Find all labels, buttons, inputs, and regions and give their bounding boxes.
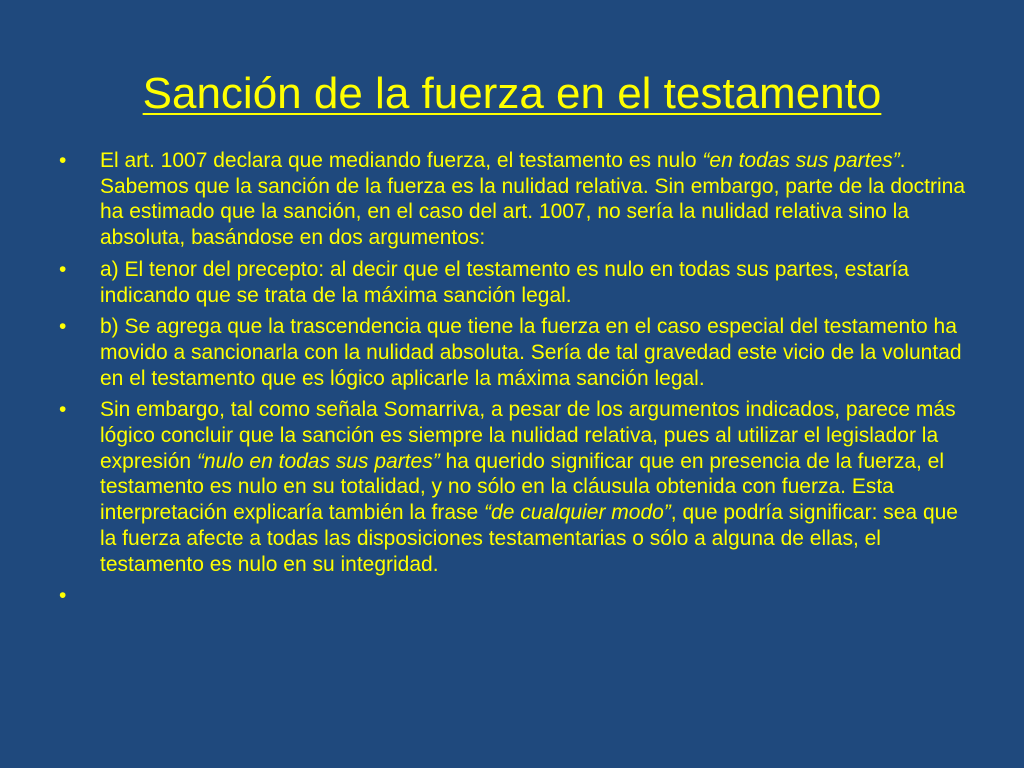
bullet-text: El art. 1007 declara que mediando fuerza, el testamento es nulo xyxy=(100,149,703,172)
bullet-quote: “nulo en todas sus partes” xyxy=(196,449,440,473)
bullet-text: . Sabemos que la sanción de la fuerza es la nulidad relativa. Sin embargo, parte de la doctrina ha estimado que la sanción, en el caso del art. 1007, no sería la nulidad relativa sino la absoluta, basándose en dos argumentos: xyxy=(100,149,966,250)
bullet-item xyxy=(56,257,968,308)
bullet-dot-icon: • xyxy=(59,315,67,339)
bullet-item xyxy=(56,148,968,251)
bullet-item xyxy=(56,397,968,577)
bullet-text: a) El tenor del precepto: al decir que el testamento es nulo en todas sus partes, estaría indicando que se trata de la máxima sanción legal. xyxy=(100,257,909,307)
bullet-list xyxy=(56,148,968,608)
bullet-dot-icon: • xyxy=(59,584,67,608)
slide-title: Sanción de la fuerza en el testamento xyxy=(142,69,882,118)
bullet-dot-icon: • xyxy=(59,149,67,172)
bullet-text: b) Se agrega que la trascendencia que tiene la fuerza en el caso especial del testamento ha movido a sancionarla con la nulidad absoluta. Sería de tal gravedad este vicio de la voluntad en el testamento que es lógico aplicarle la máxima sanción legal. xyxy=(100,315,962,390)
bullet-item xyxy=(56,314,968,391)
bullet-text: , que podría significar: sea que la fuerza afecte a todas las disposiciones testamentarias o sólo a alguna de ellas, el testamento es nulo en su integridad. xyxy=(100,501,958,576)
bullet-dot-icon: • xyxy=(59,398,67,422)
bullet-dot-icon: • xyxy=(59,257,67,281)
bullet-text: Sin embargo, tal como señala Somarriva, a pesar de los argumentos indicados, parece más lógico concluir que la sanción es siempre la nulidad relativa, pues al utilizar el legislador la expresión xyxy=(100,398,956,473)
bullet-quote: “en todas sus partes” xyxy=(702,149,900,172)
bullet-quote: “de cualquier modo” xyxy=(484,501,671,525)
bullet-text: ha querido significar que en presencia de la fuerza, el testamento es nulo en su totalidad, y no sólo en la cláusula obtenida con fuerza. Esta interpretación explicaría también la frase xyxy=(100,449,945,525)
